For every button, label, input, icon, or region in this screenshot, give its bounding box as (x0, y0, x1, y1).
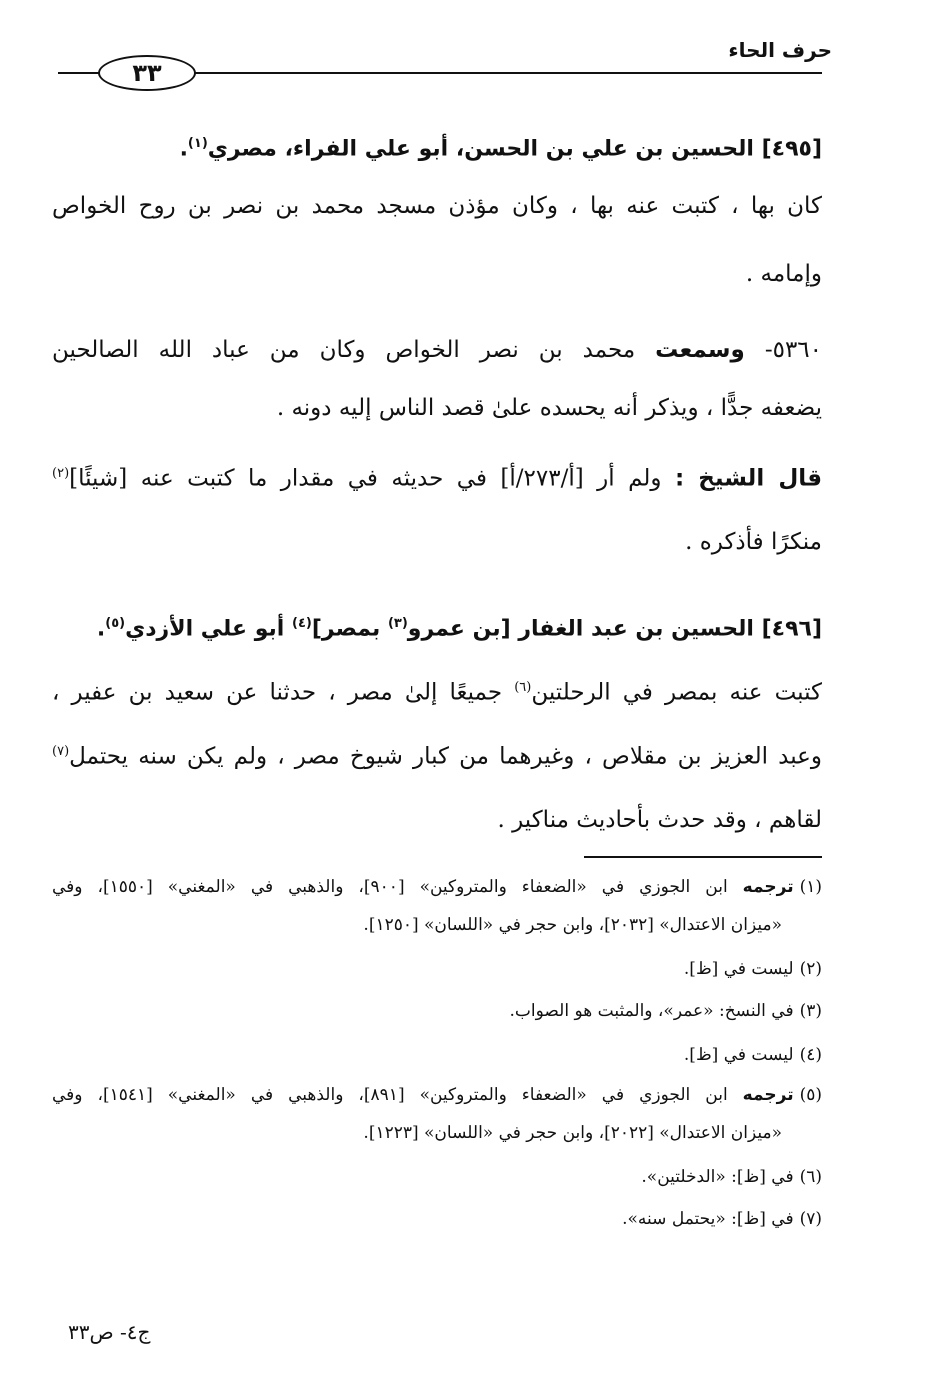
footnote-ref-2[interactable]: (٢) (52, 466, 70, 481)
footnote-ref-4[interactable]: (٤) (292, 616, 312, 631)
footnote-5-line2: «ميزان الاعتدال» [٢٠٢٢]، وابن حجر في «اللسان» [١٢٢٣]. (363, 1123, 782, 1143)
entry-495-para3-line2: منكرًا فأذكره . (685, 529, 822, 555)
footnote-separator (584, 856, 822, 858)
entry-495-heading: [٤٩٥] الحسين بن علي بن الحسن، أبو علي الفراء، مصري$^{(١)}$. (179, 136, 822, 162)
footnote-5-line1: (٥)ترجمه ابن الجوزي في «الضعفاء والمتروكين» [٨٩١]، والذهبي في «المغني» [١٥٤١]، وفي (52, 1085, 823, 1105)
entry-496-line2: وعبد العزيز بن مقلاص ، وغيرهما من كبار شيوخ مصر ، ولم يكن سنه يحتمل$^{(٧)}$ (52, 743, 822, 770)
volume-page-reference: ج٤- ص٣٣ (68, 1320, 151, 1344)
footnote-3: (٣)في النسخ: «عمر»، والمثبت هو الصواب. (509, 1001, 822, 1021)
entry-496-heading: [٤٩٦] الحسين بن عبد الغفار [بن عمرو$^{(٣)}$ بمصر]$^{(٤)}$ أبو علي الأزدي$^{(٥)}$. (96, 616, 822, 642)
footnote-1-line2: «ميزان الاعتدال» [٢٠٣٢]، وابن حجر في «اللسان» [١٢٥٠]. (363, 915, 782, 935)
entry-495-para2-line2: يضعفه جدًّا ، ويذكر أنه يحسده علىٰ قصد الناس إليه دونه . (276, 395, 822, 421)
footnote-ref-6[interactable]: (٦) (514, 680, 532, 695)
page-number-oval (98, 55, 196, 91)
footnote-ref-7[interactable]: (٧) (52, 744, 70, 759)
footnote-6: (٦)في [ظ]: «الدخلتين». (641, 1167, 822, 1187)
entry-495-para1-line2: وإمامه . (745, 261, 822, 287)
shaykh-said-lead: قال الشيخ : (674, 465, 822, 492)
entry-495-para2-line1: ٥٣٦٠- وسمعت محمد بن نصر الخواص وكان من عباد الله الصالحين (52, 337, 823, 363)
footnote-7: (٧)في [ظ]: «يحتمل سنه». (622, 1209, 822, 1229)
footnote-ref-1[interactable]: (١) (187, 136, 208, 151)
entry-496-line1: كتبت عنه بمصر في الرحلتين$^{(٦)}$ جميعًا إلىٰ مصر ، حدثنا عن سعيد بن عفير ، (52, 679, 823, 706)
page-number: ٣٣ (132, 59, 162, 87)
footnote-ref-3[interactable]: (٣) (387, 616, 408, 631)
narration-number: ٥٣٦٠- (764, 337, 823, 363)
footnote-1-line1: (١)ترجمه ابن الجوزي في «الضعفاء والمتروكين» [٩٠٠]، والذهبي في «المغني» [١٥٥٠]، وفي (52, 877, 823, 897)
entry-495-para1-line1: كان بها ، كتبت عنه بها ، وكان مؤذن مسجد محمد بن نصر بن روح الخواص (52, 193, 822, 219)
footnote-4: (٤)ليست في [ظ]. (683, 1045, 822, 1065)
footnote-ref-5[interactable]: (٥) (105, 616, 126, 631)
entry-496-line3: لقاهم ، وقد حدث بأحاديث مناكير . (497, 807, 822, 833)
narration-lead: وسمعت (655, 337, 745, 363)
section-title: حرف الحاء (728, 38, 832, 62)
footnote-2: (٢)ليست في [ظ]. (683, 959, 822, 979)
entry-495-para3-line1: قال الشيخ : ولم أر [أ/٢٧٣/أ] في حديثه في مقدار ما كتبت عنه [شيئًا]$^{(٢)}$ (52, 465, 822, 492)
